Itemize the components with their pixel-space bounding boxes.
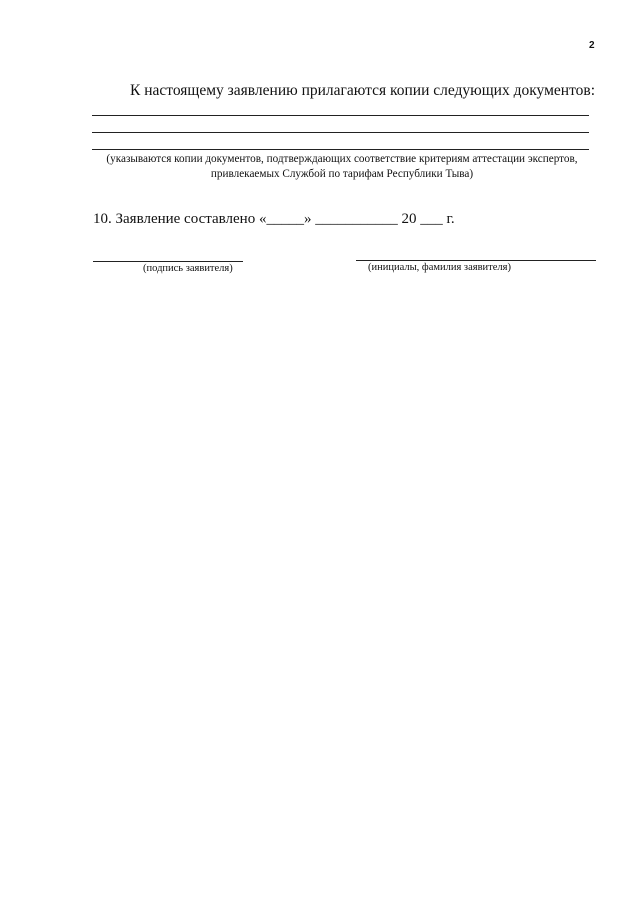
date-statement: 10. Заявление составлено «_____» ___________ 20 ___ г. [93, 211, 455, 227]
attachment-line-2 [92, 132, 589, 133]
attachment-line-3 [92, 149, 589, 150]
attachments-hint [92, 152, 592, 182]
attachment-line-1 [92, 115, 589, 116]
attachments-hint-line-2: привлекаемых Службой по тарифам Республики Тыва) [210, 168, 474, 180]
signature-line [93, 261, 243, 262]
signature-caption: (подпись заявителя) [143, 263, 233, 274]
name-line [356, 260, 596, 261]
attachments-hint-line-1: (указываются копии документов, подтверждающих соответствие критериям аттестации экспертов, [106, 153, 578, 165]
attachments-intro: К настоящему заявлению прилагаются копии следующих документов: [130, 82, 596, 99]
name-caption: (инициалы, фамилия заявителя) [368, 262, 511, 273]
page-number: 2 [589, 40, 595, 51]
